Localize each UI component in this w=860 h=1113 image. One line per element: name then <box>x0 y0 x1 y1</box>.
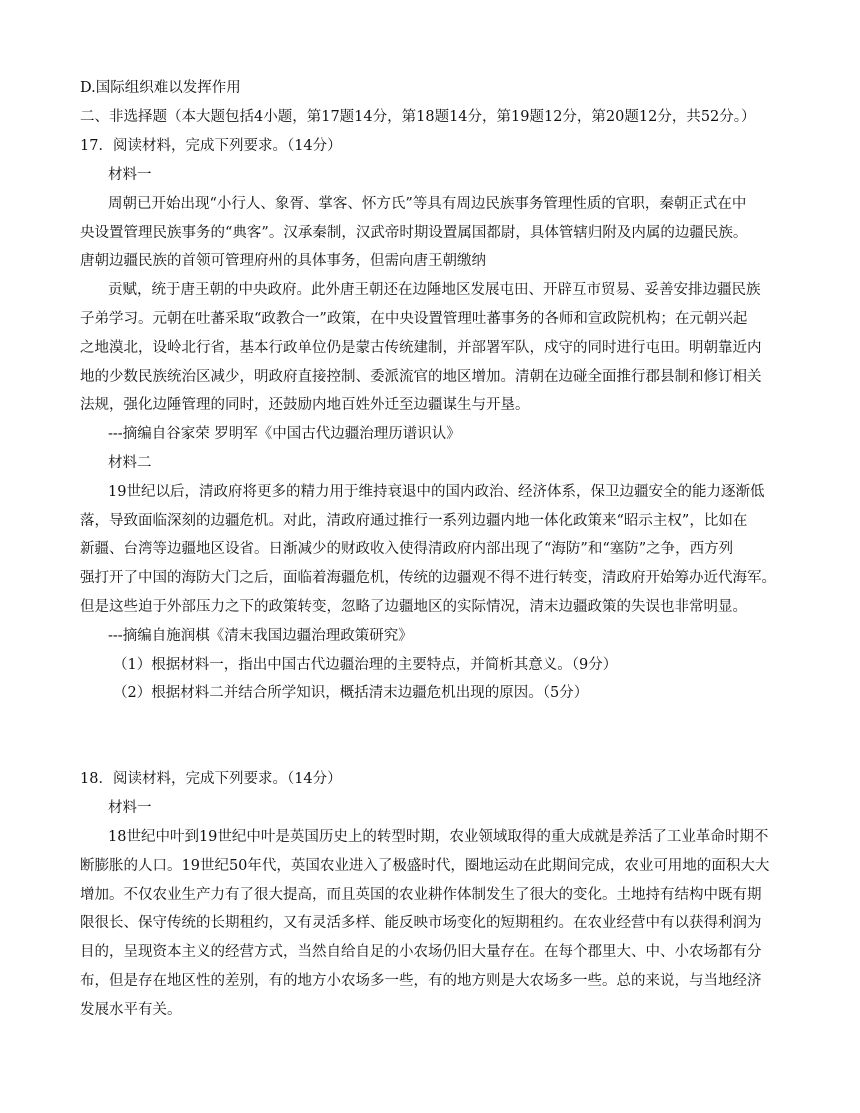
q17-m1-line-8: 法规，强化边陲管理的同时，还鼓励内地百姓外迁至边疆谋生与开垦。 <box>80 397 530 413</box>
q18-m1-line-4: 限很长、保守传统的长期租约，又有灵活多样、能反映市场变化的短期租约。在农业经营中有以获得利润为 <box>80 915 762 931</box>
q17-m1-line-6: 之地漠北，设岭北行省，基本行政单位仍是蒙古传统建制，并部署军队，戍守的同时进行屯田。明朝靠近内 <box>80 340 762 356</box>
option-d: D.国际组织难以发挥作用 <box>80 80 241 96</box>
q17-m1-line-5: 子弟学习。元朝在吐蕃采取“政教合一”政策，在中央设置管理吐蕃事务的各师和宣政院机构；在元朝兴起 <box>80 311 748 327</box>
q18-m1-line-1: 18世纪中叶到19世纪中叶是英国历史上的转型时期，农业领域取得的重大成就是养活了工业革命时期不 <box>108 829 769 845</box>
q17-m2-line-1: 19世纪以后，清政府将更多的精力用于维持衰退中的国内政治、经济体系，保卫边疆安全的能力逐渐低 <box>108 484 765 500</box>
q17-m2-line-4: 强打开了中国的海防大门之后，面临着海疆危机，传统的边疆观不得不进行转变，清政府开始筹办近代海军。 <box>80 570 776 586</box>
q17-m2-line-3: 新疆、台湾等边疆地区设省。日渐减少的财政收入使得清政府内部出现了“海防”和“塞防”之争，西方列 <box>80 541 734 557</box>
q17-m2-line-5: 但是这些迫于外部压力之下的政策转变，忽略了边疆地区的实际情况，清末边疆政策的失误也非常明显。 <box>80 599 747 615</box>
q18-m1-line-3: 增加。不仅农业生产力有了很大提高，而且英国的农业耕作体制发生了很大的变化。土地持有结构中既有期 <box>80 887 762 903</box>
q17-material1-label: 材料一 <box>108 167 152 183</box>
q18-prompt: 18．阅读材料，完成下列要求。（14分） <box>80 771 342 787</box>
q17-m1-line-2: 央设置管理民族事务的“典客”。汉承秦制，汉武帝时期设置属国都尉，具体管辖归附及内属的边疆民族。 <box>80 225 748 241</box>
q18-m1-line-2: 断膨胀的人口。19世纪50年代，英国农业进入了极盛时代，圈地运动在此期间完成，农业可用地的面积大大 <box>80 858 770 874</box>
q18-material1-label: 材料一 <box>108 800 152 816</box>
q18-m1-line-7: 发展水平有关。 <box>80 1002 182 1018</box>
q17-m1-line-7: 地的少数民族统治区减少，明政府直接控制、委派流官的地区增加。清朝在边碰全面推行郡县制和修订相关 <box>80 369 762 385</box>
q17-subquestion-1: （1）根据材料一，指出中国古代边疆治理的主要特点，并简析其意义。（9分） <box>113 657 618 673</box>
q17-prompt: 17．阅读材料，完成下列要求。（14分） <box>80 138 342 154</box>
q18-m1-line-6: 布，但是存在地区性的差别，有的地方小农场多一些，有的地方则是大农场多一些。总的来说，与当地经济 <box>80 973 762 989</box>
q17-m1-line-4: 贡赋，统于唐王朝的中央政府。此外唐王朝还在边陲地区发展屯田、开辟互市贸易、妥善安排边疆民族 <box>108 282 761 298</box>
section-heading: 二、非选择题（本大题包括4小题，第17题14分，第18题14分，第19题12分，第20题12分，共52分。） <box>80 109 756 125</box>
q17-subquestion-2: （2）根据材料二并结合所学知识，概括清末边疆危机出现的原因。（5分） <box>113 685 589 701</box>
q17-m1-line-3: 唐朝边疆民族的首领可管理府州的具体事务，但需向唐王朝缴纳 <box>80 253 486 269</box>
q17-m2-line-2: 落，导致面临深刻的边疆危机。对此，清政府通过推行一系列边疆内地一体化政策来“昭示主权”，比如在 <box>80 513 748 529</box>
q17-material1-source: ---摘编自谷家荣 罗明军《中国古代边疆治理历谱识认》 <box>108 426 461 442</box>
q18-m1-line-5: 目的，呈现资本主义的经营方式，当然自给自足的小农场仍旧大量存在。在每个郡里大、中、小农场都有分 <box>80 944 762 960</box>
q17-material2-source: ---摘编自施润棋《清末我国边疆治理政策研究》 <box>108 628 413 644</box>
q17-m1-line-1: 周朝已开始出现“小行人、象胥、掌客、怀方氏”等具有周边民族事务管理性质的官职，秦朝正式在中 <box>108 196 747 212</box>
q17-material2-label: 材料二 <box>108 455 152 471</box>
